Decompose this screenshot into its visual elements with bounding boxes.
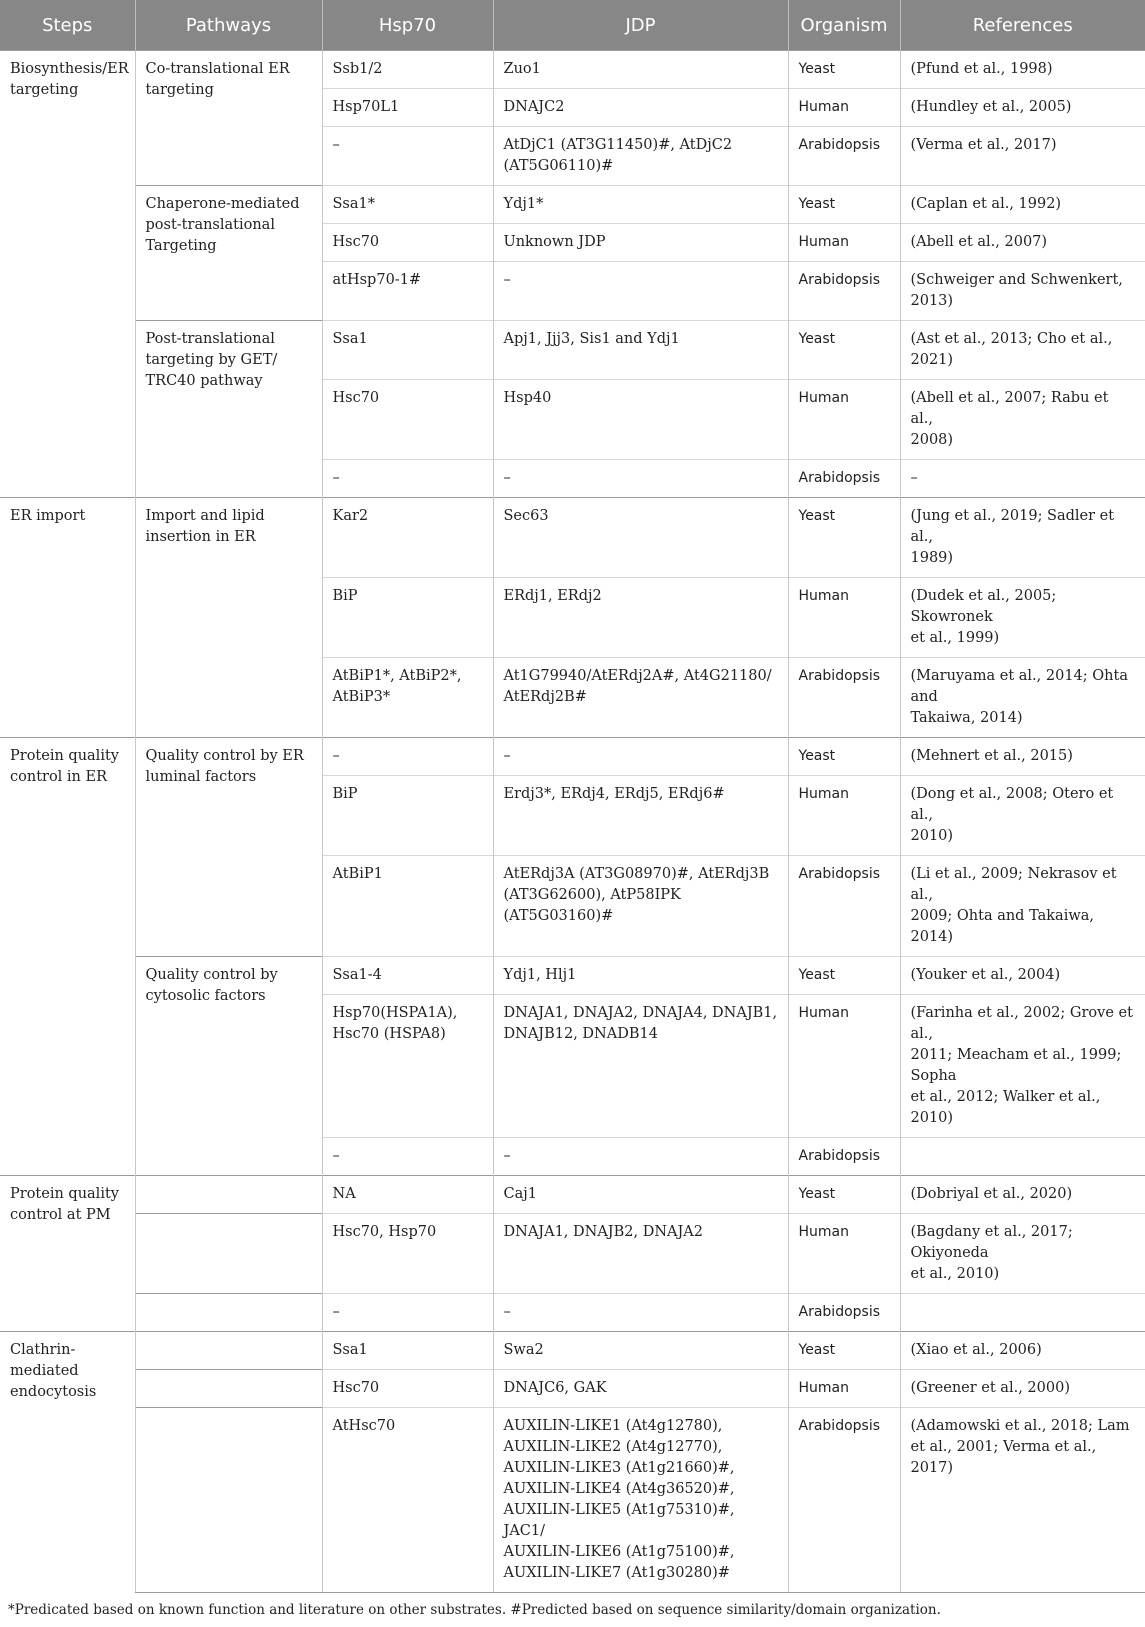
hsp70-cell: Kar2 xyxy=(322,498,493,578)
references-cell: (Farinha et al., 2002; Grove et al., 2011; Meacham et al., 1999; Sopha et al., 2012; Walker et al., 2010) xyxy=(900,995,1145,1138)
references-cell: (Xiao et al., 2006) xyxy=(900,1332,1145,1370)
organism-cell: Yeast xyxy=(788,1332,900,1370)
pathway-cell xyxy=(135,1294,322,1332)
organism-cell: Human xyxy=(788,776,900,856)
jdp-cell: Erdj3*, ERdj4, ERdj5, ERdj6# xyxy=(493,776,788,856)
hsp70-cell: AtHsc70 xyxy=(322,1408,493,1593)
pathway-cell xyxy=(135,1332,322,1370)
pathway-cell: Quality control by cytosolic factors xyxy=(135,957,322,1176)
hsp70-cell: Hsp70(HSPA1A), Hsc70 (HSPA8) xyxy=(322,995,493,1138)
references-cell: (Schweiger and Schwenkert, 2013) xyxy=(900,262,1145,321)
hsp70-cell: Ssb1/2 xyxy=(322,51,493,89)
jdp-cell: Zuo1 xyxy=(493,51,788,89)
jdp-cell: – xyxy=(493,262,788,321)
organism-cell: Human xyxy=(788,578,900,658)
hsp70-cell: BiP xyxy=(322,578,493,658)
table-row xyxy=(0,1370,1145,1408)
jdp-cell: Swa2 xyxy=(493,1332,788,1370)
step-cell: ER import xyxy=(0,498,135,738)
header-pathways: Pathways xyxy=(135,0,322,51)
table-row xyxy=(0,1332,1145,1370)
references-cell: – xyxy=(900,460,1145,498)
hsp70-cell: AtBiP1*, AtBiP2*, AtBiP3* xyxy=(322,658,493,738)
organism-cell: Arabidopsis xyxy=(788,658,900,738)
step-cell: Protein quality control in ER xyxy=(0,738,135,1176)
table-row xyxy=(0,186,1145,224)
footnote: *Predicated based on known function and literature on other substrates. #Predicted based on sequence similarity/domain organization. xyxy=(8,1602,941,1618)
references-cell xyxy=(900,1138,1145,1176)
step-cell: Clathrin- mediated endocytosis xyxy=(0,1332,135,1593)
organism-cell: Yeast xyxy=(788,498,900,578)
hsp70-cell: – xyxy=(322,1138,493,1176)
organism-cell: Yeast xyxy=(788,738,900,776)
hsp70-cell: NA xyxy=(322,1176,493,1214)
references-cell: (Dudek et al., 2005; Skowronek et al., 1999) xyxy=(900,578,1145,658)
references-cell: (Youker et al., 2004) xyxy=(900,957,1145,995)
hsp70-cell: Ssa1* xyxy=(322,186,493,224)
hsp70-cell: AtBiP1 xyxy=(322,856,493,957)
hsp70-cell: – xyxy=(322,460,493,498)
jdp-cell: – xyxy=(493,738,788,776)
hsp70-cell: Ssa1 xyxy=(322,321,493,380)
references-cell: (Ast et al., 2013; Cho et al., 2021) xyxy=(900,321,1145,380)
organism-cell: Arabidopsis xyxy=(788,856,900,957)
jdp-cell: DNAJC6, GAK xyxy=(493,1370,788,1408)
pathway-cell xyxy=(135,1214,322,1294)
jdp-cell: Hsp40 xyxy=(493,380,788,460)
organism-cell: Yeast xyxy=(788,1176,900,1214)
references-cell: (Jung et al., 2019; Sadler et al., 1989) xyxy=(900,498,1145,578)
organism-cell: Yeast xyxy=(788,321,900,380)
organism-cell: Yeast xyxy=(788,186,900,224)
references-cell: (Maruyama et al., 2014; Ohta and Takaiwa, 2014) xyxy=(900,658,1145,738)
references-cell: (Hundley et al., 2005) xyxy=(900,89,1145,127)
organism-cell: Yeast xyxy=(788,51,900,89)
table-row xyxy=(0,51,1145,89)
organism-cell: Arabidopsis xyxy=(788,127,900,186)
header-organism: Organism xyxy=(788,0,900,51)
step-cell: Biosynthesis/ER targeting xyxy=(0,51,135,498)
header-references: References xyxy=(900,0,1145,51)
organism-cell: Arabidopsis xyxy=(788,262,900,321)
jdp-cell: – xyxy=(493,1294,788,1332)
step-cell: Protein quality control at PM xyxy=(0,1176,135,1332)
table-row xyxy=(0,738,1145,776)
organism-cell: Arabidopsis xyxy=(788,1138,900,1176)
references-cell: (Bagdany et al., 2017; Okiyoneda et al., 2010) xyxy=(900,1214,1145,1294)
table-row xyxy=(0,498,1145,578)
hsp70-cell: Hsc70 xyxy=(322,224,493,262)
pathway-cell xyxy=(135,1408,322,1593)
header-steps: Steps xyxy=(0,0,135,51)
pathway-cell: Post-translational targeting by GET/ TRC40 pathway xyxy=(135,321,322,498)
table-body xyxy=(0,51,1145,1593)
hsp70-cell: Hsc70, Hsp70 xyxy=(322,1214,493,1294)
organism-cell: Human xyxy=(788,995,900,1138)
pathway-cell xyxy=(135,1370,322,1408)
table-row xyxy=(0,957,1145,995)
jdp-cell: Unknown JDP xyxy=(493,224,788,262)
pathway-cell xyxy=(135,1176,322,1214)
jdp-cell: Ydj1, Hlj1 xyxy=(493,957,788,995)
table-row xyxy=(0,321,1145,380)
hsp70-cell: – xyxy=(322,127,493,186)
jdp-cell: – xyxy=(493,460,788,498)
references-cell: (Dong et al., 2008; Otero et al., 2010) xyxy=(900,776,1145,856)
hsp70-cell: BiP xyxy=(322,776,493,856)
organism-cell: Human xyxy=(788,224,900,262)
jdp-cell: DNAJA1, DNAJA2, DNAJA4, DNAJB1, DNAJB12, DNADB14 xyxy=(493,995,788,1138)
hsp70-cell: – xyxy=(322,1294,493,1332)
references-cell: (Greener et al., 2000) xyxy=(900,1370,1145,1408)
jdp-cell: AtERdj3A (AT3G08970)#, AtERdj3B (AT3G62600), AtP58IPK (AT5G03160)# xyxy=(493,856,788,957)
jdp-cell: DNAJC2 xyxy=(493,89,788,127)
organism-cell: Yeast xyxy=(788,957,900,995)
pathway-cell: Co-translational ER targeting xyxy=(135,51,322,186)
pathway-cell: Quality control by ER luminal factors xyxy=(135,738,322,957)
references-cell: (Verma et al., 2017) xyxy=(900,127,1145,186)
table-row xyxy=(0,1294,1145,1332)
references-cell: (Mehnert et al., 2015) xyxy=(900,738,1145,776)
hsp70-cell: Ssa1 xyxy=(322,1332,493,1370)
table-row xyxy=(0,1176,1145,1214)
jdp-cell: ERdj1, ERdj2 xyxy=(493,578,788,658)
organism-cell: Human xyxy=(788,1214,900,1294)
organism-cell: Arabidopsis xyxy=(788,460,900,498)
references-cell: (Abell et al., 2007; Rabu et al., 2008) xyxy=(900,380,1145,460)
hsp70-cell: Hsp70L1 xyxy=(322,89,493,127)
references-cell: (Abell et al., 2007) xyxy=(900,224,1145,262)
references-cell: (Li et al., 2009; Nekrasov et al., 2009; Ohta and Takaiwa, 2014) xyxy=(900,856,1145,957)
references-cell: (Adamowski et al., 2018; Lam et al., 2001; Verma et al., 2017) xyxy=(900,1408,1145,1593)
hsp70-cell: Ssa1-4 xyxy=(322,957,493,995)
jdp-cell: Ydj1* xyxy=(493,186,788,224)
jdp-cell: DNAJA1, DNAJB2, DNAJA2 xyxy=(493,1214,788,1294)
jdp-cell: – xyxy=(493,1138,788,1176)
table-row xyxy=(0,1214,1145,1294)
organism-cell: Arabidopsis xyxy=(788,1408,900,1593)
organism-cell: Arabidopsis xyxy=(788,1294,900,1332)
jdp-cell: Sec63 xyxy=(493,498,788,578)
jdp-cell: AUXILIN-LIKE1 (At4g12780), AUXILIN-LIKE2 (At4g12770), AUXILIN-LIKE3 (At1g21660)#, AUXILIN-LIKE4 (At4g36520)#, AUXILIN-LIKE5 (At1g75310)#, JAC1/ AUXILIN-LIKE6 (At1g75100)#, AUXILIN-LIKE7 (At1g30280)# xyxy=(493,1408,788,1593)
references-cell: (Caplan et al., 1992) xyxy=(900,186,1145,224)
references-cell xyxy=(900,1294,1145,1332)
table-row xyxy=(0,1408,1145,1593)
organism-cell: Human xyxy=(788,380,900,460)
hsp70-cell: atHsp70-1# xyxy=(322,262,493,321)
pathway-cell: Import and lipid insertion in ER xyxy=(135,498,322,738)
organism-cell: Human xyxy=(788,89,900,127)
pathway-cell: Chaperone-mediated post-translational Targeting xyxy=(135,186,322,321)
jdp-cell: Apj1, Jjj3, Sis1 and Ydj1 xyxy=(493,321,788,380)
organism-cell: Human xyxy=(788,1370,900,1408)
hsp70-cell: Hsc70 xyxy=(322,380,493,460)
jdp-cell: AtDjC1 (AT3G11450)#, AtDjC2 (AT5G06110)# xyxy=(493,127,788,186)
references-cell: (Dobriyal et al., 2020) xyxy=(900,1176,1145,1214)
header-hsp70: Hsp70 xyxy=(322,0,493,51)
jdp-cell: At1G79940/AtERdj2A#, At4G21180/ AtERdj2B# xyxy=(493,658,788,738)
header-row xyxy=(0,0,1145,51)
hsp70-cell: Hsc70 xyxy=(322,1370,493,1408)
hsp70-cell: – xyxy=(322,738,493,776)
jdp-cell: Caj1 xyxy=(493,1176,788,1214)
header-jdp: JDP xyxy=(493,0,788,51)
references-cell: (Pfund et al., 1998) xyxy=(900,51,1145,89)
